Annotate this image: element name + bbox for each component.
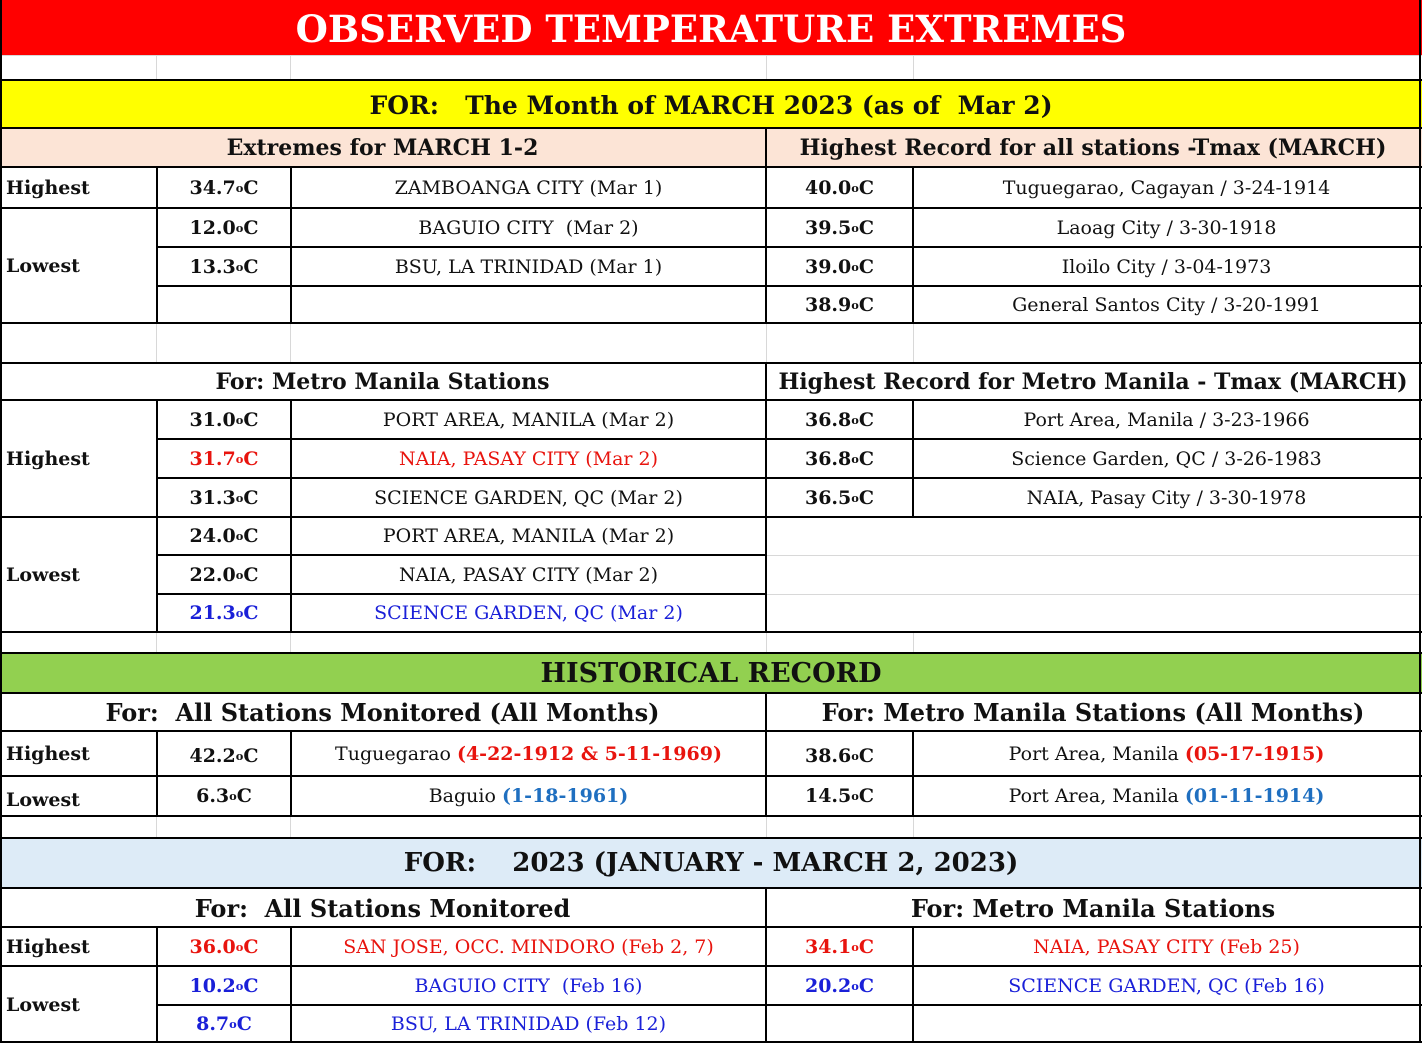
historical-all-highest-station: Tuguegarao (4-22-1912 & 5-11-1969) (335, 742, 722, 765)
march-record-value-1: 40.0 o C (804, 176, 874, 199)
historical-all-highest-value: 42.2 o C (189, 744, 259, 767)
ytd-metro-highest-station: NAIA, PASAY CITY (Feb 25) (1033, 935, 1300, 958)
historical-highest-label: Highest (6, 742, 90, 765)
march-record-station-1: Tuguegarao, Cagayan / 3-24-1914 (1002, 176, 1331, 199)
historical-all-lowest-value: 6.3 o C (196, 785, 252, 807)
historical-metro-lowest-value: 14.5 o C (804, 785, 874, 807)
march-lowest-station-1: BAGUIO CITY (Mar 2) (418, 216, 639, 239)
metro-record-station-3: NAIA, Pasay City / 3-30-1978 (1026, 486, 1307, 509)
march-highest-label: Highest (6, 176, 90, 199)
march-record-value-2: 39.5 o C (804, 216, 874, 239)
metro-lowest-value-2: 22.0 o C (189, 563, 259, 586)
metro-header: For: Metro Manila Stations (215, 369, 550, 395)
historical-metro-highest-date: (05-17-1915) (1184, 742, 1325, 765)
march-lowest-value-2: 13.3 o C (189, 255, 259, 278)
march-records-header: Highest Record for all stations -Tmax (MARCH) (799, 135, 1387, 161)
month-header: FOR: The Month of MARCH 2023 (as of Mar 2) (369, 90, 1053, 120)
metro-highest-value-2: 31.7 o C (189, 447, 259, 470)
metro-highest-station-1: PORT AREA, MANILA (Mar 2) (382, 408, 675, 431)
historical-lowest-label: Lowest (6, 788, 80, 811)
historical-header: HISTORICAL RECORD (540, 658, 882, 689)
historical-metro-lowest-date: (01-11-1914) (1184, 785, 1325, 807)
ytd-all-highest-value: 36.0 o C (189, 935, 259, 958)
metro-record-station-2: Science Garden, QC / 3-26-1983 (1011, 447, 1322, 470)
historical-all-header: For: All Stations Monitored (All Months) (105, 698, 660, 727)
ytd-all-highest-station: SAN JOSE, OCC. MINDORO (Feb 2, 7) (343, 935, 714, 958)
march-record-station-4: General Santos City / 3-20-1991 (1012, 293, 1321, 316)
ytd-all-lowest-station-2: BSU, LA TRINIDAD (Feb 12) (390, 1012, 667, 1035)
metro-lowest-station-1: PORT AREA, MANILA (Mar 2) (382, 525, 675, 547)
march-lowest-station-2: BSU, LA TRINIDAD (Mar 1) (394, 255, 663, 278)
metro-record-value-3: 36.5 o C (804, 486, 874, 509)
metro-highest-station-2: NAIA, PASAY CITY (Mar 2) (398, 447, 659, 470)
historical-all-highest-date: (4-22-1912 & 5-11-1969) (456, 742, 722, 765)
metro-lowest-value-3: 21.3 o C (189, 602, 259, 624)
march-record-station-2: Laoag City / 3-30-1918 (1056, 216, 1277, 239)
ytd-all-lowest-value-1: 10.2 o C (189, 974, 259, 997)
ytd-all-lowest-value-2: 8.7 o C (196, 1012, 252, 1035)
historical-metro-highest-station: Port Area, Manila (05-17-1915) (1008, 742, 1325, 765)
march-extremes-header: Extremes for MARCH 1-2 (226, 135, 539, 161)
metro-highest-station-3: SCIENCE GARDEN, QC (Mar 2) (374, 486, 683, 509)
metro-record-value-1: 36.8 o C (804, 408, 874, 431)
ytd-metro-lowest-station: SCIENCE GARDEN, QC (Feb 16) (1008, 974, 1325, 997)
metro-highest-label: Highest (6, 447, 90, 470)
metro-highest-value-1: 31.0 o C (189, 408, 259, 431)
ytd-header: FOR: 2023 (JANUARY - MARCH 2, 2023) (403, 848, 1019, 878)
metro-record-value-2: 36.8 o C (804, 447, 874, 470)
metro-lowest-label: Lowest (6, 563, 80, 586)
ytd-lowest-label: Lowest (6, 994, 80, 1016)
march-record-station-3: Iloilo City / 3-04-1973 (1061, 255, 1272, 278)
historical-metro-highest-value: 38.6 o C (804, 744, 874, 767)
historical-all-lowest-date: (1-18-1961) (501, 785, 629, 807)
ytd-metro-highest-value: 34.1 o C (804, 935, 874, 958)
march-record-value-3: 39.0 o C (804, 255, 874, 278)
page-title: OBSERVED TEMPERATURE EXTREMES (295, 7, 1127, 51)
historical-metro-header: For: Metro Manila Stations (All Months) (821, 698, 1365, 727)
ytd-metro-header: For: Metro Manila Stations (910, 893, 1276, 923)
march-lowest-label: Lowest (6, 254, 80, 277)
march-highest-value: 34.7 o C (189, 176, 259, 199)
metro-lowest-station-2: NAIA, PASAY CITY (Mar 2) (398, 563, 659, 586)
ytd-all-header: For: All Stations Monitored (194, 893, 571, 923)
ytd-all-lowest-station-1: BAGUIO CITY (Feb 16) (414, 974, 643, 997)
historical-metro-lowest-station: Port Area, Manila (01-11-1914) (1008, 785, 1325, 807)
metro-lowest-station-3: SCIENCE GARDEN, QC (Mar 2) (374, 602, 683, 624)
metro-records-header: Highest Record for Metro Manila - Tmax (MARCH) (778, 369, 1408, 395)
metro-lowest-value-1: 24.0 o C (189, 525, 259, 547)
historical-all-lowest-station: Baguio (1-18-1961) (428, 785, 629, 807)
ytd-metro-lowest-value: 20.2 o C (804, 974, 874, 997)
march-record-value-4: 38.9 o C (804, 293, 874, 316)
march-lowest-value-1: 12.0 o C (189, 216, 259, 239)
ytd-highest-label: Highest (6, 935, 90, 958)
metro-record-station-1: Port Area, Manila / 3-23-1966 (1023, 408, 1310, 431)
metro-highest-value-3: 31.3 o C (189, 486, 259, 509)
march-highest-station: ZAMBOANGA CITY (Mar 1) (394, 176, 663, 199)
